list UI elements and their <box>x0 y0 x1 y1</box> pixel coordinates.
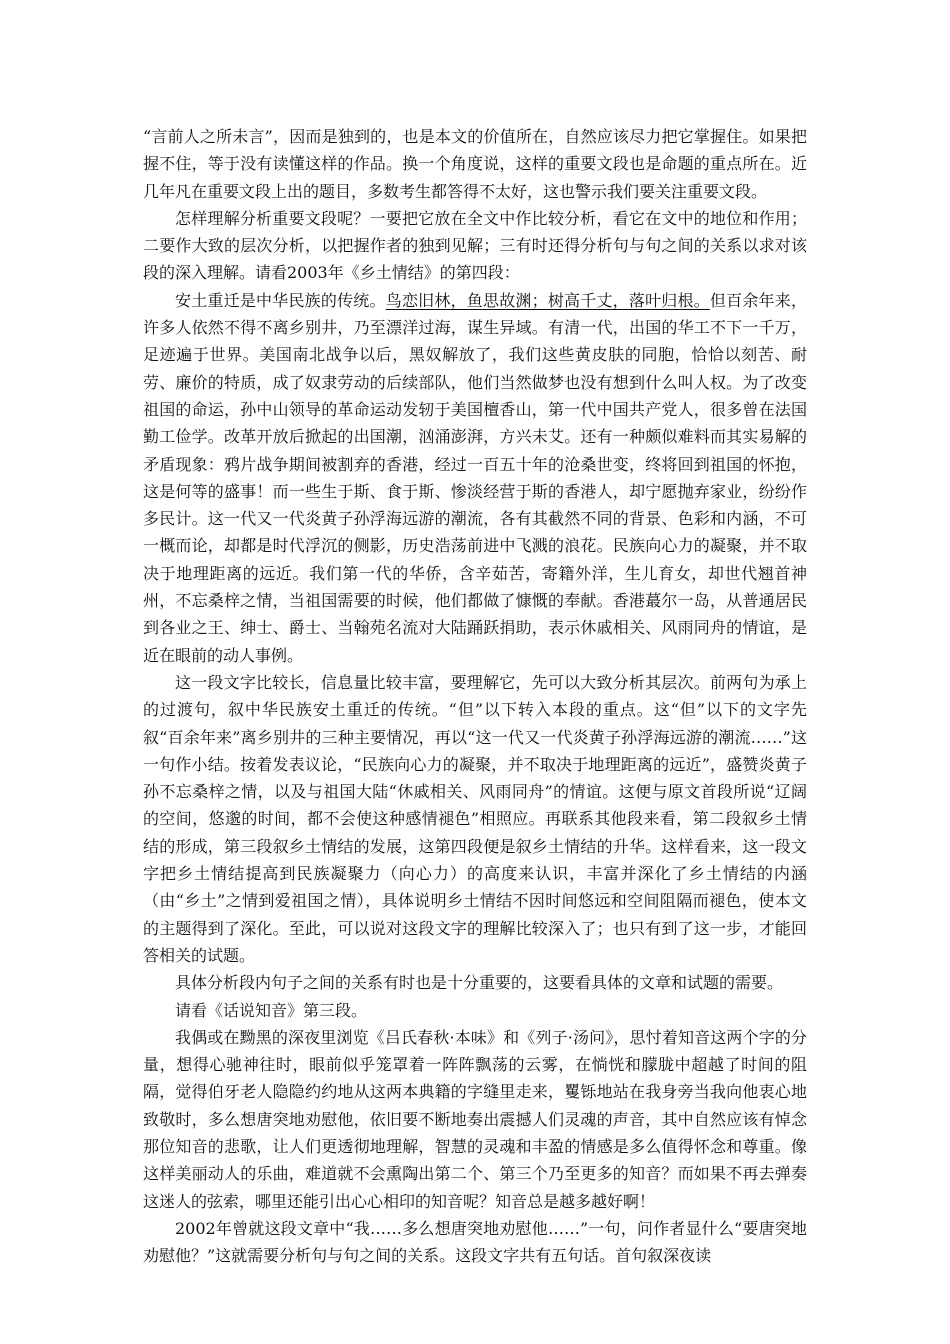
paragraph-2: 怎样理解分析重要文段呢？一要把它放在全文中作比较分析，看它在文中的地位和作用；二要作大致的层次分析，以把握作者的独到见解；三有时还得分析句与句之间的关系以求对该段的深入理解。请看2003年《乡土情结》的第四段： <box>143 208 807 283</box>
quoted-paragraph-xiangtu <box>143 287 807 669</box>
document-body <box>143 123 807 1269</box>
quote-body: 但百余年来，许多人依然不得不离乡别井，乃至漂洋过海，谋生异域。有清一代，出国的华工不下一千万，足迹遍于世界。美国南北战争以后，黑奴解放了，我们这些黄皮肤的同胞，恰恰以刻苦、耐劳、廉价的特质，成了奴隶劳动的后续部队，他们当然做梦也没有想到什么叫人权。为了改变祖国的命运，孙中山领导的革命运动发轫于美国檀香山，第一代中国共产党人，很多曾在法国勤工俭学。改革开放后掀起的出国潮，汹涌澎湃，方兴未艾。还有一种颇似难料而其实易解的矛盾现象：鸦片战争期间被割弃的香港，经过一百五十年的沧桑世变，终将回到祖国的怀抱，这是何等的盛事！而一些生于斯、食于斯、惨淡经营于斯的香港人，却宁愿抛弃家业，纷纷作多民计。这一代又一代炎黄子孙浮海远游的潮流，各有其截然不同的背景、色彩和内涵，不可一概而论，却都是时代浮沉的侧影，历史浩荡前进中飞溅的浪花。民族向心力的凝聚，并不取决于地理距离的远近。我们第一代的华侨，含辛茹苦，寄籍外洋，生儿育女，却世代翘首神州，不忘桑梓之情，当祖国需要的时候，他们都做了慷慨的奉献。香港蕞尔一岛，从普通居民到各业之王、绅士、爵士、当翰苑名流对大陆踊跃捐助，表示休戚相关、风雨同舟的情谊，是近在眼前的动人事例。 <box>143 290 807 665</box>
quote-opening: 安土重迁是中华民族的传统。 <box>175 290 386 310</box>
paragraph-8: 2002年曾就这段文章中“我……多么想唐突地劝慰他……”一句，问作者显什么“要唐突地劝慰他？”这就需要分析句与句之间的关系。这段文字共有五句话。首句叙深夜读 <box>143 1218 807 1266</box>
analysis-paragraph: 这一段文字比较长，信息量比较丰富，要理解它，先可以大致分析其层次。前两句为承上的过渡句，叙中华民族安土重迁的传统。“但”以下转入本段的重点。这“但”以下的文字先叙“百余年来”离乡别井的三种主要情况，再以“这一代又一代炎黄子孙浮海远游的潮流……”这一句作小结。按着发表议论，“民族向心力的凝聚，并不取决于地理距离的远近”，盛赞炎黄子孙不忘桑梓之情，以及与祖国大陆“休戚相关、风雨同舟”的情谊。这便与原文首段所说“辽阔的空间，悠邈的时间，都不会使这种感情褪色”相照应。再联系其他段来看，第二段叙乡土情结的形成，第三段叙乡土情结的发展，这第四段便是叙乡土情结的升华。这样看来，这一段文字把乡土情结提高到民族凝聚力（向心力）的高度来认识，丰富并深化了乡土情结的内涵（由“乡土”之情到爱祖国之情），具体说明乡土情结不因时间悠远和空间阻隔而褪色，使本文的主题得到了深化。至此，可以说对这段文字的理解比较深入了；也只有到了这一步，才能回答相关的试题。 <box>143 672 807 965</box>
quoted-paragraph-zhiyin: 我偶或在黝黑的深夜里浏览《吕氏春秋·本味》和《列子·汤问》，思忖着知音这两个字的分量，想得心驰神往时，眼前似乎笼罩着一阵阵飘荡的云雾，在惝恍和朦胧中超越了时间的阻隔，觉得伯牙老人隐隐约约地从这两本典籍的字缝里走来，矍铄地站在我身旁当我向他衷心地致敬时，多么想唐突地劝慰他，依旧要不断地奏出震撼人们灵魂的声音，其中自然应该有悼念那位知音的悲歌，让人们更透彻地理解，智慧的灵魂和丰盈的情感是多么值得怀念和尊重。像这样美丽动人的乐曲，难道就不会熏陶出第二个、第三个乃至更多的知音？而如果不再去弹奏这迷人的弦索，哪里还能引出心心相印的知音呢？知音总是越多越好啊！ <box>143 1027 807 1211</box>
paragraph-5: 具体分析段内句子之间的关系有时也是十分重要的，这要看具体的文章和试题的需要。 <box>175 973 784 993</box>
paragraph-1: “言前人之所未言”，因而是独到的，也是本文的价值所在，自然应该尽力把它掌握住。如果把握不住，等于没有读懂这样的作品。换一个角度说，这样的重要文段也是命题的重点所在。近几年凡在重要文段上出的题目，多数考生都答得不太好，这也警示我们要关注重要文段。 <box>143 127 807 201</box>
underlined-sentence: 鸟恋旧林，鱼思故渊；树高千丈，落叶归根。 <box>385 290 710 310</box>
paragraph-6: 请看《话说知音》第三段。 <box>175 1000 368 1020</box>
